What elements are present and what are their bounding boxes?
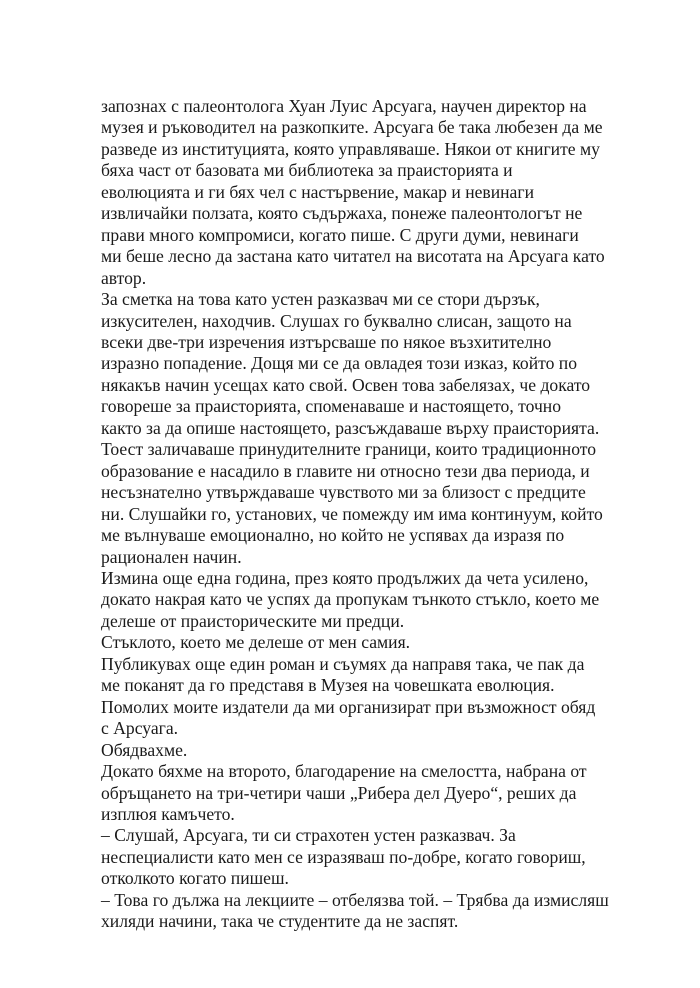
text-line: Измина още една година, през която продължих да чета усилено, xyxy=(101,567,589,588)
text-line: Публикувах още един роман и съумях да направя така, че пак да xyxy=(101,653,585,674)
text-line: отколкото когато пишеш. xyxy=(101,868,289,889)
text-line: изкусителен, находчив. Слушах го буквално слисан, защото на xyxy=(101,310,572,331)
text-line: еволюцията и ги бях чел с настървение, макар и невинаги xyxy=(101,181,534,202)
text-line: запознах с палеонтолога Хуан Луис Арсуага, научен директор на xyxy=(101,96,587,116)
paragraph xyxy=(101,632,641,653)
text-line: Стъклото, което ме делеше от мен самия. xyxy=(101,632,411,653)
text-line: Помолих моите издатели да ми организират при възможност обяд xyxy=(101,696,596,717)
text-line: музея и ръководител на разкопките. Арсуага бе така любезен да ме xyxy=(101,117,603,138)
text-line: разведе из институцията, която управляваше. Някои от книгите му xyxy=(101,138,600,159)
text-line: автор. xyxy=(101,267,147,288)
text-line: някакъв начин усещах като свой. Освен това забелязах, че докато xyxy=(101,374,591,395)
document-text xyxy=(101,96,641,933)
paragraph xyxy=(101,697,641,740)
text-line: както за да опише настоящето, разсъждаваше върху праисторията. xyxy=(101,417,600,438)
text-line: бяха част от базовата ми библиотека за праисторията и xyxy=(101,160,513,181)
paragraph xyxy=(101,825,641,889)
text-line: извличайки ползата, която съдържаха, понеже палеонтологът не xyxy=(101,203,583,224)
paragraph xyxy=(101,568,641,632)
text-line: ни. Слушайки го, установих, че помежду им има континуум, който xyxy=(101,503,603,524)
text-line: ми беше лесно да застана като читател на висотата на Арсуага като xyxy=(101,246,605,267)
text-line: с Арсуага. xyxy=(101,718,179,739)
paragraph xyxy=(101,761,641,825)
paragraph xyxy=(101,96,641,289)
text-line: изразно попадение. Дощя ми се да овладея този изказ, който по xyxy=(101,353,578,374)
text-line: Тоест заличаваше принудителните граници, които традиционното xyxy=(101,439,597,460)
text-line: изплюя камъчето. xyxy=(101,803,235,824)
text-line: неспециалисти като мен се изразяваш по-добре, когато говориш, xyxy=(101,846,586,867)
text-line: говореше за праисторията, споменаваше и настоящето, точно xyxy=(101,396,562,417)
paragraph xyxy=(101,289,641,568)
text-line: всеки две-три изречения изтърсваше по някое възхитително xyxy=(101,331,552,352)
text-line: прави много компромиси, когато пише. С други думи, невинаги xyxy=(101,224,579,245)
text-line: – Това го дължа на лекциите – отбелязва той. – Трябва да измисляш xyxy=(101,889,609,910)
paragraph xyxy=(101,890,641,933)
text-line: ме поканят да го представя в Музея на човешката еволюция. xyxy=(101,675,555,696)
text-line: обръщането на три-четири чаши „Рибера дел Дуеро“, реших да xyxy=(101,782,577,803)
text-line: За сметка на това като устен разказвач ми се стори дързък, xyxy=(101,289,540,310)
text-line: ме вълнуваше емоционално, но който не успявах да изразя по xyxy=(101,525,565,546)
text-line: докато накрая като че успях да пропукам тънкото стъкло, което ме xyxy=(101,589,600,610)
text-line: Обядвахме. xyxy=(101,739,188,760)
text-line: Докато бяхме на второто, благодарение на смелостта, набрана от xyxy=(101,761,587,782)
paragraph xyxy=(101,740,641,761)
text-line: делеше от праисторическите ми предци. xyxy=(101,610,405,631)
text-line: рационален начин. xyxy=(101,546,242,567)
paragraph xyxy=(101,654,641,697)
text-line: хиляди начини, така че студентите да не заспят. xyxy=(101,911,459,932)
text-line: – Слушай, Арсуага, ти си страхотен устен разказвач. За xyxy=(101,825,516,846)
text-line: образование е насадило в главите ни относно тези два периода, и xyxy=(101,460,590,481)
text-line: несъзнателно утвърждаваше чувството ми за близост с предците xyxy=(101,482,586,503)
